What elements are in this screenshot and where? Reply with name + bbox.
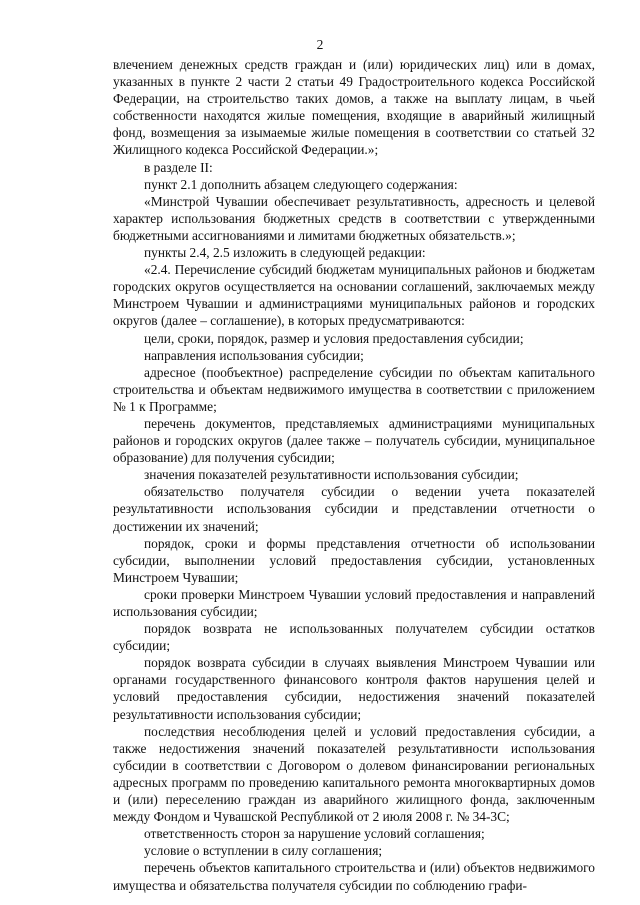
paragraph: сроки проверки Минстроем Чувашии условий предоставления и направлений использования субсидии; bbox=[113, 586, 595, 619]
paragraph: пункт 2.1 дополнить абзацем следующего содержания: bbox=[144, 176, 458, 192]
paragraph: «Минстрой Чувашии обеспечивает результативность, адресность и целевой характер использования бюджетных средств в соответствии с утвержденными бюджетными ассигнованиями и лимитами бюджетных обязательств.»; bbox=[113, 193, 595, 243]
paragraph: пункты 2.4, 2.5 изложить в следующей редакции: bbox=[144, 245, 426, 261]
paragraph: «2.4. Перечисление субсидий бюджетам муниципальных районов и бюджетам городских округов осуществляется на основании соглашений, заключаемых между Минстроем Чувашии и администрациями муниципальных районов и городских округов (далее – соглашение), в которых предусматриваются: bbox=[113, 262, 595, 329]
paragraph: адресное (пообъектное) распределение субсидии по объектам капитального строительства и объектам недвижимого имущества в соответствии с приложением № 1 к Программе; bbox=[113, 364, 595, 414]
paragraph: в разделе II: bbox=[144, 159, 213, 175]
page-number: 2 bbox=[316, 37, 324, 52]
paragraph: обязательство получателя субсидии о ведении учета показателей результативности использования субсидии и представлении отчетности о достижении их значений; bbox=[113, 484, 595, 534]
paragraph: цели, сроки, порядок, размер и условия предоставления субсидии; bbox=[144, 330, 524, 346]
paragraph: порядок возврата субсидии в случаях выявления Минстроем Чувашии или органами государственного финансового контроля фактов нарушения целей и условий предоставления субсидии, недостижения значений показателей результативности использования субсидии; bbox=[113, 655, 595, 722]
paragraph: условие о вступлении в силу соглашения; bbox=[144, 843, 383, 859]
paragraph: направления использования субсидии; bbox=[144, 347, 364, 363]
paragraph: порядок, сроки и формы представления отчетности об использовании субсидии, выполнении условий предоставления субсидии, установленных Минстроем Чувашии; bbox=[113, 535, 595, 585]
paragraph: ответственность сторон за нарушение условий соглашения; bbox=[144, 826, 485, 842]
paragraph: перечень документов, представляемых администрациями муниципальных районов и городских округов (далее также – получатель субсидии, муниципальное образование) для получения субсидии; bbox=[113, 415, 595, 466]
paragraph: последствия несоблюдения целей и условий предоставления субсидии, а также недостижения значений показателей результативности использования субсидии в соответствии с Договором о долевом финансировании региональных адресных программ по проведению капитального ремонта многоквартирных домов и (или) переселению граждан из аварийного жилищного фонда, заключенным между Фондом и Чувашской Республикой от 2 июля 2008 г. № 34-3С; bbox=[113, 723, 595, 825]
document-body bbox=[113, 56, 595, 894]
paragraph: перечень объектов капитального строительства и (или) объектов недвижимого имущества и обязательства получателя субсидии по соблюдению графи- bbox=[113, 860, 595, 893]
paragraph: влечением денежных средств граждан и (или) юридических лиц) или в домах, указанных в пункте 2 части 2 статьи 49 Градостроительного кодекса Российской Федерации, на строительство таких домов, а также на выплату лицам, в чьей собственности находятся жилые помещения, входящие в аварийный жилищный фонд, возмещения за изымаемые жилые помещения в соответствии со статьей 32 Жилищного кодекса Российской Федерации.»; bbox=[113, 57, 595, 158]
paragraph: значения показателей результативности использования субсидии; bbox=[144, 467, 519, 483]
paragraph: порядок возврата не использованных получателем субсидии остатков субсидии; bbox=[113, 621, 595, 654]
